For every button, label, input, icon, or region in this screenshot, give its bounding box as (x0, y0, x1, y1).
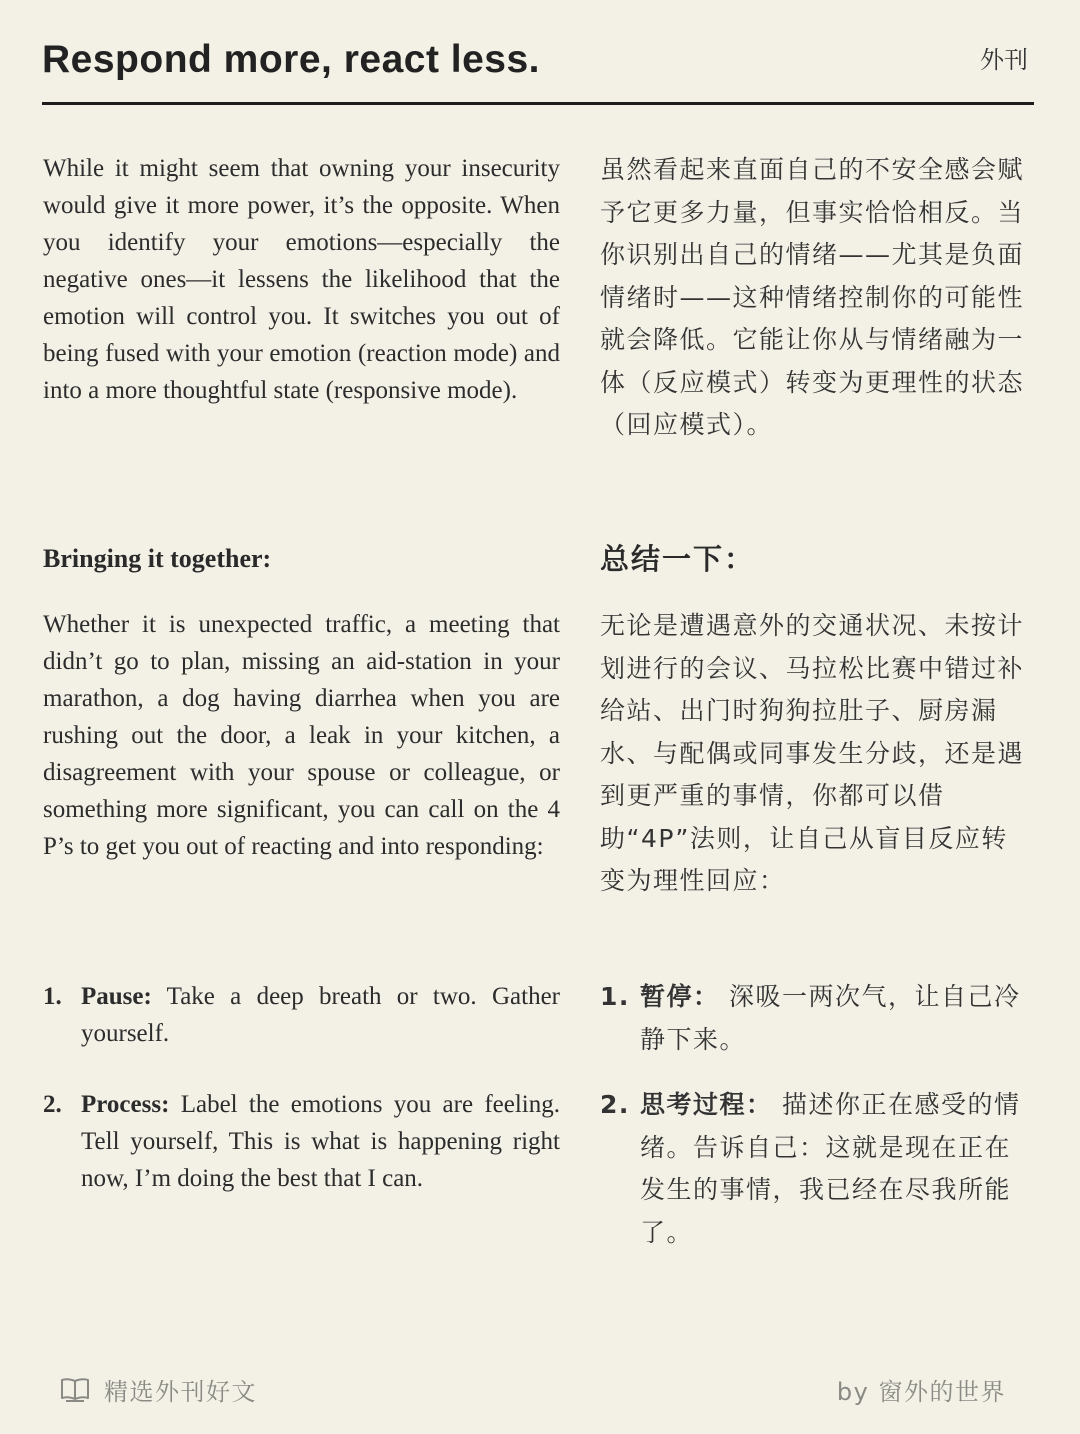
source-tag: 外刊 (980, 46, 1028, 74)
section-heading-en: Bringing it together: (43, 544, 272, 573)
step-body (640, 976, 1030, 1061)
footer-left (60, 1372, 257, 1407)
section-body-en: Whether it is unexpected traffic, a meeting that didn’t go to plan, missing an aid-station in your marathon, a dog having diarrhea when you are rushing out the door, a leak in your kitchen, a disagreement with your spouse or colleague, or something more significant, you can call on the 4 P’s to get you out of reacting and into responding: (43, 611, 560, 860)
step-item-zh (600, 976, 1030, 1061)
footer-left-text: 精选外刊好文 (104, 1378, 257, 1406)
intro-zh: 虽然看起来直面自己的不安全感会赋予它更多力量，但事实恰恰相反。当你识别出自己的情绪——尤其是负面情绪时——这种情绪控制你的可能性就会降低。它能让你从与情绪融为一体（反应模式）转变为更理性的状态（回应模式）。 (600, 155, 1025, 439)
step-text: 深吸一两次气，让自己冷静下来。 (640, 982, 1021, 1054)
step-label: 暂停： (640, 982, 720, 1011)
footer-right-text: by 窗外的世界 (836, 1378, 1006, 1406)
section-heading-zh: 总结一下： (600, 542, 756, 576)
step-item-en (43, 1086, 560, 1197)
step-body (81, 1086, 560, 1197)
step-number: 2. (43, 1091, 62, 1118)
page-title: Respond more, react less. (42, 38, 541, 81)
step-number: 2. (600, 1090, 630, 1119)
step-number: 1. (43, 983, 62, 1010)
step-text: 描述你正在感受的情绪。告诉自己：这就是现在正在发生的事情，我已经在尽我所能了。 (640, 1090, 1021, 1247)
step-number: 1. (600, 982, 630, 1011)
step-text: Label the emotions you are feeling. Tell yourself, This is what is happening right now, I’m doing the best that I can. (81, 1091, 561, 1192)
step-item-en (43, 978, 560, 1052)
step-body (81, 978, 560, 1052)
step-item-zh (600, 1084, 1030, 1254)
open-book-icon (60, 1377, 90, 1403)
intro-en: While it might seem that owning your insecurity would give it more power, it’s the opposite. When you identify your emotions—especially the negative ones—it lessens the likelihood that the emotion will control you. It switches you out of being fused with your emotion (reaction mode) and into a more thoughtful state (responsive mode). (43, 155, 560, 404)
header (42, 36, 1034, 105)
section-body-zh: 无论是遭遇意外的交通状况、未按计划进行的会议、马拉松比赛中错过补给站、出门时狗狗拉肚子、厨房漏水、与配偶或同事发生分歧，还是遇到更严重的事情，你都可以借助“4P”法则，让自己从盲目反应转变为理性回应： (600, 611, 1025, 895)
step-label: 思考过程： (640, 1090, 773, 1119)
step-text: Take a deep breath or two. Gather yourself. (81, 983, 560, 1047)
step-label: Process: (81, 1091, 170, 1118)
step-body (640, 1084, 1030, 1254)
step-label: Pause: (81, 983, 152, 1010)
